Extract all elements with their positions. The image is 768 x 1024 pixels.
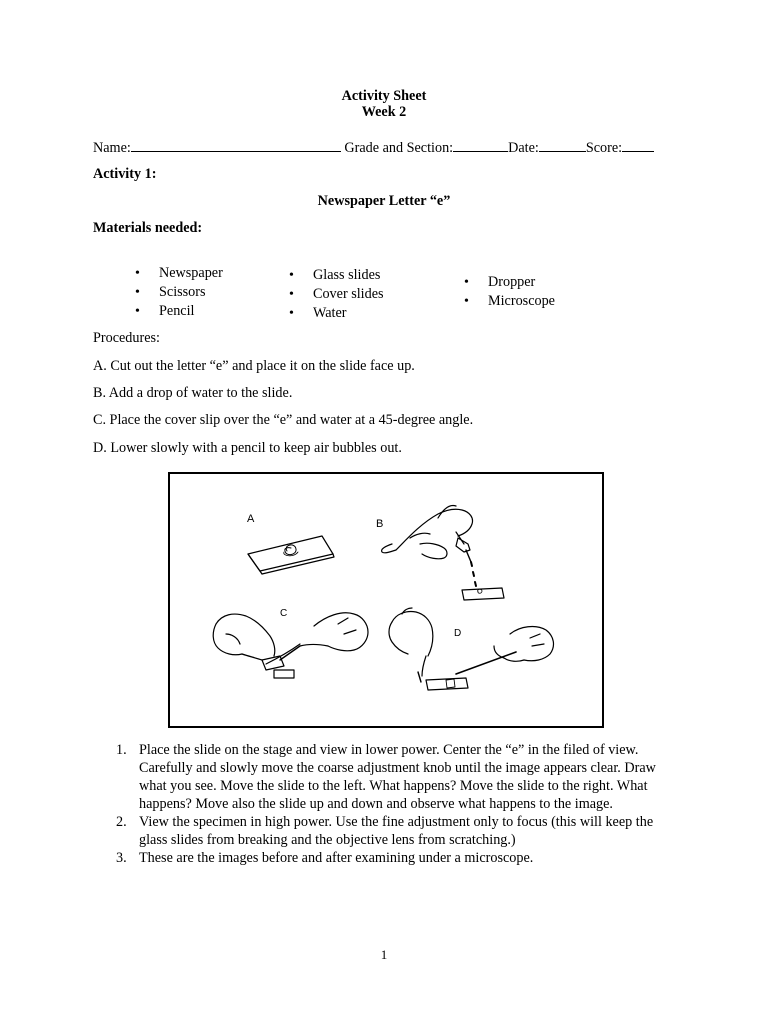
sheet-title: Activity Sheet [341, 88, 427, 104]
procedure-step-b: B. Add a drop of water to the slide. [93, 385, 293, 401]
list-item: • Cover slides [289, 285, 384, 304]
score-label: Score: [585, 140, 623, 156]
info-line [93, 138, 654, 157]
item-text: Place the slide on the stage and view in lower power. Center the “e” in the filed of view. Carefully and slowly move the coarse adjustment knob until the image appears clear. Draw what you see. Move the slide to the left. What happens? Move the slide to the right. What happens? Move also the slide up and down and observe what happens to the image. [139, 742, 656, 812]
procedure-step-d: D. Lower slowly with a pencil to keep air bubbles out. [93, 440, 402, 456]
list-item: • Microscope [464, 292, 555, 311]
materials-list-1 [135, 264, 223, 321]
procedure-step-c: C. Place the cover slip over the “e” and water at a 45-degree angle. [93, 412, 474, 428]
procedures-label: Procedures: [93, 330, 160, 346]
grade-blank[interactable] [453, 138, 508, 152]
list-item: • Scissors [135, 283, 223, 302]
procedure-illustration [168, 472, 604, 728]
item-text: View the specimen in high power. Use the fine adjustment only to focus (this will keep the glass slides from breaking and the objective lens from scratching.) [139, 814, 654, 848]
week-label: Week 2 [361, 104, 407, 120]
procedure-step-a: A. Cut out the letter “e” and place it on the slide face up. [93, 358, 415, 374]
item-text: These are the images before and after examining under a microscope. [139, 850, 534, 866]
hands-d-drawing [389, 608, 553, 690]
label-c: C [280, 608, 288, 619]
date-label: Date: [508, 140, 539, 156]
label-b: B [376, 518, 384, 530]
list-item [116, 849, 676, 867]
list-item [116, 741, 676, 813]
activity-title: Newspaper Letter “e” [317, 193, 451, 209]
illustration-drawing [170, 474, 602, 726]
grade-label: Grade and Section: [344, 140, 454, 156]
name-label: Name: [93, 140, 131, 156]
list-item: • Water [289, 304, 384, 323]
list-item: • Pencil [135, 302, 223, 321]
dropper-hand-drawing [382, 506, 504, 601]
list-item: • Dropper [464, 273, 555, 292]
slide-a-drawing [248, 536, 334, 574]
label-a: A [247, 513, 255, 525]
item-number: 3. [116, 850, 127, 866]
list-item: • Glass slides [289, 266, 384, 285]
materials-label: Materials needed: [93, 220, 203, 236]
name-blank[interactable] [131, 138, 341, 152]
hands-c-drawing [213, 613, 368, 678]
label-d: D [454, 628, 462, 639]
materials-list-2 [289, 266, 384, 323]
list-item [116, 813, 676, 849]
instructions-list [116, 741, 676, 867]
page-number: 1 [380, 947, 388, 962]
item-number: 2. [116, 814, 127, 830]
date-blank[interactable] [539, 138, 586, 152]
item-number: 1. [116, 742, 127, 758]
activity-label: Activity 1: [93, 166, 157, 182]
materials-list-3 [464, 273, 555, 311]
list-item: • Newspaper [135, 264, 223, 283]
score-blank[interactable] [622, 138, 654, 152]
